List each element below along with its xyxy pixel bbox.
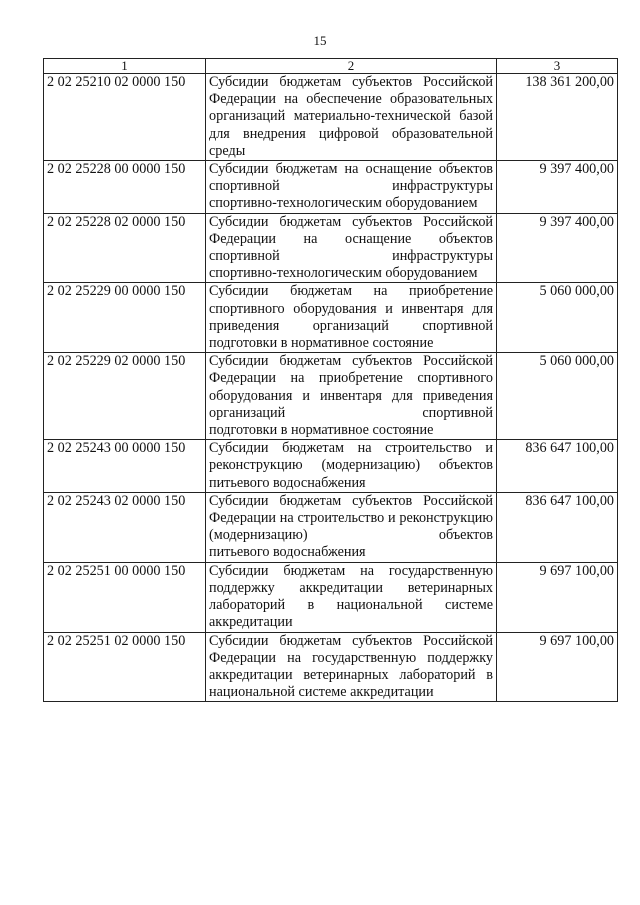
budget-code-cell: 2 02 25243 02 0000 150	[44, 492, 206, 562]
description-cell	[206, 161, 497, 214]
table-row	[44, 353, 618, 440]
table-row	[44, 283, 618, 353]
description-line: спортивного оборудования и инвентаря для	[209, 370, 493, 404]
description-line: Российской Федерации на приобретение	[209, 353, 494, 387]
description-line: реконструкцию (модернизацию) объектов	[209, 457, 493, 474]
amount-cell: 836 647 100,00	[497, 440, 618, 493]
description-line: Субсидии бюджетам субъектов	[209, 213, 413, 230]
budget-code-cell: 2 02 25228 02 0000 150	[44, 213, 206, 283]
description-line: Субсидии бюджетам субъектов	[209, 492, 413, 509]
budget-code-cell: 2 02 25229 00 0000 150	[44, 283, 206, 353]
table-row	[44, 161, 618, 214]
description-line: Субсидии бюджетам субъектов	[209, 74, 413, 90]
amount-cell: 836 647 100,00	[497, 492, 618, 562]
amount-cell: 5 060 000,00	[497, 283, 618, 353]
budget-code-cell: 2 02 25228 00 0000 150	[44, 161, 206, 214]
column-header-1: 1	[44, 59, 206, 74]
description-line: Субсидии бюджетам на приобретение	[209, 283, 493, 300]
description-line: приведения организаций спортивной	[209, 317, 493, 334]
amount-cell: 138 361 200,00	[497, 74, 618, 161]
description-cell	[206, 632, 497, 702]
table-row	[44, 440, 618, 493]
description-last-line: подготовки в нормативное состояние	[209, 335, 434, 352]
description-last-line: аккредитации	[209, 614, 293, 631]
table-header-row	[44, 59, 618, 74]
budget-code-cell: 2 02 25251 02 0000 150	[44, 632, 206, 702]
description-last-line: питьевого водоснабжения	[209, 474, 366, 491]
description-line: Субсидии бюджетам субъектов	[209, 353, 413, 370]
budget-code-cell: 2 02 25210 02 0000 150	[44, 74, 206, 161]
amount-cell: 5 060 000,00	[497, 353, 618, 440]
table-row	[44, 562, 618, 632]
description-line: Российской Федерации на обеспечение	[209, 74, 494, 108]
description-cell	[206, 492, 497, 562]
table-row	[44, 632, 618, 702]
description-last-line: национальной системе аккредитации	[209, 684, 434, 701]
description-line: ветеринарных лабораторий в	[303, 666, 493, 683]
description-line: образовательных организаций	[209, 91, 493, 125]
table-row	[44, 213, 618, 283]
description-line: Субсидии бюджетам субъектов	[209, 632, 413, 649]
description-cell	[206, 213, 497, 283]
budget-code-cell: 2 02 25243 00 0000 150	[44, 440, 206, 493]
description-line: государственную поддержку аккредитации	[209, 649, 493, 683]
page-number: 15	[313, 33, 327, 48]
description-line: Российской Федерации на строительство и	[209, 492, 494, 527]
description-cell	[206, 74, 497, 161]
amount-cell: 9 397 400,00	[497, 213, 618, 283]
table-row	[44, 74, 618, 161]
description-cell	[206, 283, 497, 353]
amount-cell: 9 697 100,00	[497, 562, 618, 632]
budget-code-cell: 2 02 25251 00 0000 150	[44, 562, 206, 632]
description-line: спортивного оборудования и инвентаря для	[209, 300, 493, 317]
description-line: объектов спортивной инфраструктуры	[209, 230, 494, 265]
amount-cell: 9 397 400,00	[497, 161, 618, 214]
description-last-line: спортивно-технологическим оборудованием	[209, 265, 478, 282]
table-body	[44, 74, 618, 702]
column-header-2: 2	[206, 59, 497, 74]
description-line: реконструкцию (модернизацию) объектов	[209, 510, 493, 544]
column-header-3: 3	[497, 59, 618, 74]
budget-code-cell: 2 02 25229 02 0000 150	[44, 353, 206, 440]
description-cell	[206, 353, 497, 440]
description-line: Субсидии бюджетам на государственную	[209, 562, 493, 579]
description-line: Российской Федерации на оснащение	[209, 213, 494, 247]
description-line: Субсидии бюджетам на строительство и	[209, 440, 493, 457]
description-line: поддержку аккредитации ветеринарных	[209, 579, 493, 596]
description-last-line: подготовки в нормативное состояние	[209, 422, 434, 439]
description-line: Субсидии бюджетам на оснащение	[209, 161, 432, 178]
description-last-line: питьевого водоснабжения	[209, 544, 366, 561]
description-line: Российской Федерации на	[209, 632, 494, 666]
description-line: объектов спортивной инфраструктуры	[209, 161, 493, 195]
description-line: внедрения цифровой образовательной	[243, 125, 493, 142]
budget-revenue-table	[43, 58, 618, 702]
amount-cell: 9 697 100,00	[497, 632, 618, 702]
description-line: материально-технической базой для	[209, 108, 493, 142]
description-line: лабораторий в национальной системе	[209, 597, 493, 614]
description-last-line: спортивно-технологическим оборудованием	[209, 195, 478, 212]
description-last-line: среды	[209, 142, 246, 159]
description-cell	[206, 562, 497, 632]
table-row	[44, 492, 618, 562]
description-line: приведения организаций спортивной	[209, 387, 494, 421]
description-cell	[206, 440, 497, 493]
